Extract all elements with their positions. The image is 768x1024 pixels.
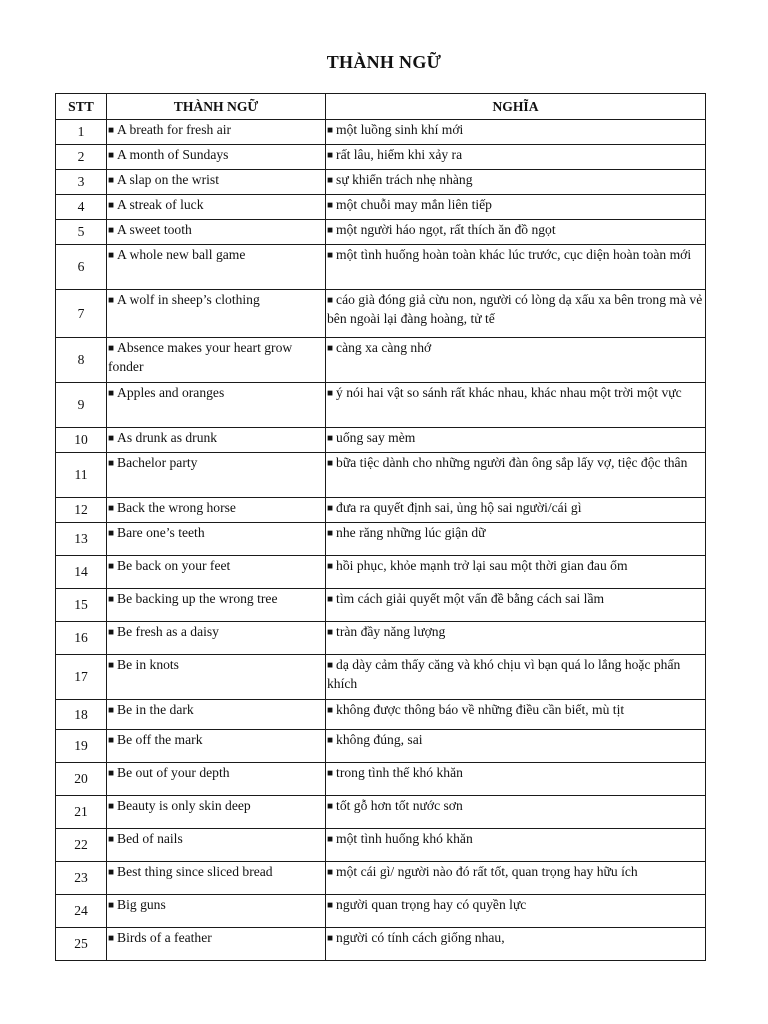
square-bullet-icon: ■: [108, 150, 115, 161]
meaning-text: uống say mèm: [336, 430, 416, 445]
idiom-cell: [107, 220, 326, 245]
square-bullet-icon: ■: [327, 343, 334, 354]
meaning-text: ý nói hai vật so sánh rất khác nhau, khác nhau một trời một vực: [336, 385, 682, 400]
square-bullet-icon: ■: [108, 705, 115, 716]
square-bullet-icon: ■: [327, 768, 334, 779]
idiom-cell: [107, 145, 326, 170]
row-number: 10: [56, 428, 107, 453]
idiom-cell: [107, 796, 326, 829]
square-bullet-icon: ■: [327, 433, 334, 444]
meaning-cell: [326, 220, 706, 245]
table-row: [56, 383, 706, 428]
idiom-text: Birds of a feather: [117, 930, 212, 945]
square-bullet-icon: ■: [327, 503, 334, 514]
meaning-cell: [326, 862, 706, 895]
idiom-cell: [107, 589, 326, 622]
idiom-text: A streak of luck: [117, 197, 204, 212]
row-number: 12: [56, 498, 107, 523]
meaning-cell: [326, 245, 706, 290]
meaning-text: một luồng sinh khí mới: [336, 122, 464, 137]
square-bullet-icon: ■: [327, 900, 334, 911]
row-number: 25: [56, 928, 107, 961]
square-bullet-icon: ■: [327, 834, 334, 845]
meaning-cell: [326, 338, 706, 383]
meaning-text: một chuỗi may mắn liên tiếp: [336, 197, 492, 212]
row-number: 14: [56, 556, 107, 589]
meaning-text: càng xa càng nhớ: [336, 340, 432, 355]
idiom-text: A breath for fresh air: [117, 122, 232, 137]
meaning-text: người quan trọng hay có quyền lực: [336, 897, 527, 912]
meaning-cell: [326, 498, 706, 523]
meaning-text: một tình huống khó khăn: [336, 831, 473, 846]
row-number: 4: [56, 195, 107, 220]
idiom-cell: [107, 928, 326, 961]
row-number: 1: [56, 120, 107, 145]
meaning-cell: [326, 589, 706, 622]
idiom-cell: [107, 120, 326, 145]
table-row: [56, 895, 706, 928]
meaning-text: rất lâu, hiếm khi xảy ra: [336, 147, 463, 162]
square-bullet-icon: ■: [327, 528, 334, 539]
meaning-cell: [326, 428, 706, 453]
idiom-cell: [107, 556, 326, 589]
idiom-text: Be back on your feet: [117, 558, 231, 573]
square-bullet-icon: ■: [327, 594, 334, 605]
idiom-text: A slap on the wrist: [117, 172, 219, 187]
meaning-cell: [326, 895, 706, 928]
idiom-text: A wolf in sheep’s clothing: [117, 292, 260, 307]
idiom-text: A whole new ball game: [117, 247, 246, 262]
meaning-text: không đúng, sai: [336, 732, 423, 747]
idiom-cell: [107, 763, 326, 796]
idiom-cell: [107, 498, 326, 523]
square-bullet-icon: ■: [108, 900, 115, 911]
idiom-cell: [107, 829, 326, 862]
square-bullet-icon: ■: [108, 933, 115, 944]
table-row: [56, 498, 706, 523]
idiom-text: Beauty is only skin deep: [117, 798, 251, 813]
square-bullet-icon: ■: [108, 343, 115, 354]
meaning-cell: [326, 453, 706, 498]
square-bullet-icon: ■: [108, 768, 115, 779]
row-number: 20: [56, 763, 107, 796]
idiom-cell: [107, 195, 326, 220]
square-bullet-icon: ■: [108, 528, 115, 539]
table-header-row: [56, 94, 706, 120]
row-number: 21: [56, 796, 107, 829]
row-number: 19: [56, 730, 107, 763]
idiom-text: Be in the dark: [117, 702, 194, 717]
idiom-cell: [107, 730, 326, 763]
meaning-cell: [326, 383, 706, 428]
meaning-cell: [326, 556, 706, 589]
square-bullet-icon: ■: [108, 175, 115, 186]
square-bullet-icon: ■: [108, 225, 115, 236]
idiom-text: A month of Sundays: [117, 147, 229, 162]
idiom-cell: [107, 290, 326, 338]
table-row: [56, 290, 706, 338]
square-bullet-icon: ■: [327, 801, 334, 812]
table-row: [56, 700, 706, 730]
square-bullet-icon: ■: [327, 458, 334, 469]
idiom-text: A sweet tooth: [117, 222, 192, 237]
square-bullet-icon: ■: [327, 561, 334, 572]
table-row: [56, 120, 706, 145]
table-row: [56, 245, 706, 290]
meaning-cell: [326, 796, 706, 829]
idiom-cell: [107, 700, 326, 730]
square-bullet-icon: ■: [108, 867, 115, 878]
square-bullet-icon: ■: [327, 200, 334, 211]
idiom-cell: [107, 862, 326, 895]
meaning-text: tốt gỗ hơn tốt nước sơn: [336, 798, 463, 813]
meaning-cell: [326, 170, 706, 195]
idiom-text: Back the wrong horse: [117, 500, 236, 515]
idiom-cell: [107, 245, 326, 290]
square-bullet-icon: ■: [108, 503, 115, 514]
meaning-text: hồi phục, khỏe mạnh trở lại sau một thời gian đau ốm: [336, 558, 628, 573]
table-row: [56, 862, 706, 895]
square-bullet-icon: ■: [108, 801, 115, 812]
row-number: 5: [56, 220, 107, 245]
square-bullet-icon: ■: [108, 660, 115, 671]
table-body: [56, 120, 706, 961]
idiom-text: Big guns: [117, 897, 166, 912]
idioms-table: [55, 93, 706, 961]
meaning-text: một người háo ngọt, rất thích ăn đồ ngọt: [336, 222, 556, 237]
square-bullet-icon: ■: [108, 250, 115, 261]
row-number: 13: [56, 523, 107, 556]
table-row: [56, 589, 706, 622]
square-bullet-icon: ■: [108, 125, 115, 136]
meaning-cell: [326, 730, 706, 763]
meaning-cell: [326, 829, 706, 862]
row-number: 18: [56, 700, 107, 730]
table-row: [56, 220, 706, 245]
idiom-text: Best thing since sliced bread: [117, 864, 273, 879]
table-row: [56, 195, 706, 220]
row-number: 15: [56, 589, 107, 622]
meaning-text: tràn đầy năng lượng: [336, 624, 446, 639]
square-bullet-icon: ■: [327, 175, 334, 186]
meaning-cell: [326, 120, 706, 145]
idiom-text: As drunk as drunk: [117, 430, 218, 445]
table-row: [56, 338, 706, 383]
idiom-text: Be fresh as a daisy: [117, 624, 219, 639]
meaning-cell: [326, 145, 706, 170]
square-bullet-icon: ■: [108, 561, 115, 572]
row-number: 3: [56, 170, 107, 195]
table-row: [56, 763, 706, 796]
idiom-text: Be out of your depth: [117, 765, 230, 780]
meaning-text: một tình huống hoàn toàn khác lúc trước, cục diện hoàn toàn mới: [336, 247, 692, 262]
row-number: 6: [56, 245, 107, 290]
table-row: [56, 453, 706, 498]
meaning-text: đưa ra quyết định sai, ủng hộ sai người/cái gì: [336, 500, 582, 515]
idiom-cell: [107, 523, 326, 556]
square-bullet-icon: ■: [327, 705, 334, 716]
document-title: THÀNH NGỮ: [326, 52, 442, 72]
idiom-cell: [107, 170, 326, 195]
meaning-text: trong tình thế khó khăn: [336, 765, 463, 780]
meaning-cell: [326, 622, 706, 655]
square-bullet-icon: ■: [108, 627, 115, 638]
idiom-cell: [107, 895, 326, 928]
meaning-cell: [326, 700, 706, 730]
row-number: 7: [56, 290, 107, 338]
meaning-cell: [326, 928, 706, 961]
table-row: [56, 523, 706, 556]
row-number: 16: [56, 622, 107, 655]
row-number: 2: [56, 145, 107, 170]
header-idiom: THÀNH NGỮ: [107, 94, 326, 120]
row-number: 17: [56, 655, 107, 700]
meaning-cell: [326, 763, 706, 796]
row-number: 22: [56, 829, 107, 862]
square-bullet-icon: ■: [108, 735, 115, 746]
square-bullet-icon: ■: [327, 388, 334, 399]
square-bullet-icon: ■: [108, 388, 115, 399]
idiom-cell: [107, 453, 326, 498]
square-bullet-icon: ■: [108, 433, 115, 444]
meaning-text: tìm cách giải quyết một vấn đề bằng cách sai lầm: [336, 591, 605, 606]
meaning-text: không được thông báo về những điều cần biết, mù tịt: [336, 702, 625, 717]
row-number: 11: [56, 453, 107, 498]
idiom-text: Be backing up the wrong tree: [117, 591, 278, 606]
table-row: [56, 556, 706, 589]
idiom-cell: [107, 655, 326, 700]
idiom-cell: [107, 383, 326, 428]
table-row: [56, 655, 706, 700]
row-number: 24: [56, 895, 107, 928]
idiom-text: Bare one’s teeth: [117, 525, 205, 540]
idiom-text: Absence makes your heart grow fonder: [108, 340, 293, 374]
meaning-cell: [326, 195, 706, 220]
square-bullet-icon: ■: [327, 627, 334, 638]
meaning-cell: [326, 655, 706, 700]
meaning-text: cáo già đóng giả cừu non, người có lòng dạ xấu xa bên trong mà vẻ bên ngoài lại đàng hoàng, tử tế: [327, 292, 703, 326]
meaning-cell: [326, 290, 706, 338]
square-bullet-icon: ■: [327, 250, 334, 261]
table-row: [56, 829, 706, 862]
table-row: [56, 170, 706, 195]
idiom-cell: [107, 428, 326, 453]
square-bullet-icon: ■: [108, 594, 115, 605]
square-bullet-icon: ■: [327, 125, 334, 136]
square-bullet-icon: ■: [327, 735, 334, 746]
table-row: [56, 428, 706, 453]
idiom-text: Apples and oranges: [117, 385, 225, 400]
meaning-text: sự khiển trách nhẹ nhàng: [336, 172, 473, 187]
idiom-cell: [107, 338, 326, 383]
row-number: 8: [56, 338, 107, 383]
meaning-text: bữa tiệc dành cho những người đàn ông sắp lấy vợ, tiệc độc thân: [336, 455, 688, 470]
table-row: [56, 622, 706, 655]
square-bullet-icon: ■: [327, 660, 334, 671]
row-number: 23: [56, 862, 107, 895]
square-bullet-icon: ■: [108, 834, 115, 845]
table-row: [56, 796, 706, 829]
meaning-cell: [326, 523, 706, 556]
square-bullet-icon: ■: [327, 150, 334, 161]
meaning-text: một cái gì/ người nào đó rất tốt, quan trọng hay hữu ích: [336, 864, 638, 879]
meaning-text: người có tính cách giống nhau,: [336, 930, 505, 945]
header-meaning: NGHĨA: [326, 94, 706, 120]
table-row: [56, 928, 706, 961]
square-bullet-icon: ■: [327, 295, 334, 306]
square-bullet-icon: ■: [108, 295, 115, 306]
table-row: [56, 145, 706, 170]
square-bullet-icon: ■: [327, 867, 334, 878]
square-bullet-icon: ■: [108, 200, 115, 211]
idiom-text: Be in knots: [117, 657, 179, 672]
meaning-text: nhe răng những lúc giận dữ: [336, 525, 486, 540]
idiom-cell: [107, 622, 326, 655]
idiom-text: Be off the mark: [117, 732, 203, 747]
square-bullet-icon: ■: [327, 933, 334, 944]
idiom-text: Bed of nails: [117, 831, 183, 846]
header-stt: STT: [56, 94, 107, 120]
idiom-text: Bachelor party: [117, 455, 198, 470]
row-number: 9: [56, 383, 107, 428]
meaning-text: dạ dày cảm thấy căng và khó chịu vì bạn quá lo lắng hoặc phấn khích: [327, 657, 681, 691]
square-bullet-icon: ■: [327, 225, 334, 236]
square-bullet-icon: ■: [108, 458, 115, 469]
table-row: [56, 730, 706, 763]
